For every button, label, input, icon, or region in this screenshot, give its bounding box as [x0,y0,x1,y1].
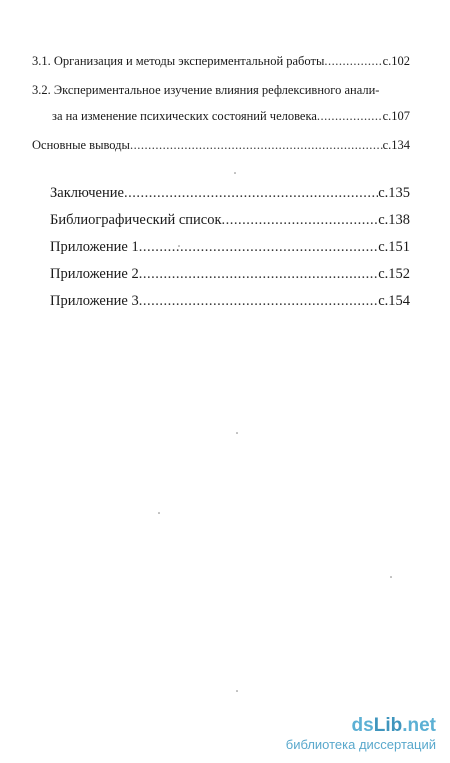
toc-entry-3-2-line2 [52,108,410,124]
toc-page-number: с.154 [378,293,410,309]
toc-page-number: с.134 [382,138,410,152]
watermark-logo [286,716,436,736]
dot-leader [222,211,379,229]
toc-entry-text: Приложение 1 [50,239,139,255]
toc-page-number: с.138 [378,212,410,228]
toc-entry-text: 3.2. Экспериментальное изучение влияния рефлексивного анали- [32,83,380,97]
scan-speck [234,172,236,174]
dot-leader [124,184,378,202]
toc-entry-zaklyuchenie [50,184,410,202]
toc-entry-text: Приложение 2 [50,266,139,282]
toc-entry-3-2-line1 [32,82,422,98]
watermark-brand-lib: Lib [373,715,403,736]
scan-speck [158,512,160,514]
toc-entry-3-1 [32,53,410,69]
toc-entry-bibliography [50,211,410,229]
dot-leader [139,265,378,283]
watermark-brand-net: .net [402,715,436,736]
toc-page-number: с.102 [382,54,410,68]
dslib-watermark [286,716,436,752]
dot-leader [130,137,383,153]
toc-entry-appendix-3 [50,292,410,310]
dot-leader [324,53,382,69]
toc-page-number: с.151 [378,239,410,255]
toc-page-number: с.152 [378,266,410,282]
dot-leader [139,292,378,310]
scan-speck [236,690,238,692]
toc-entry-text: за на изменение психических состояний человека [52,109,317,123]
toc-entry-appendix-2 [50,265,410,283]
toc-entry-text: 3.1. Организация и методы экспериментальной работы [32,54,325,68]
toc-page-number: с.107 [382,109,410,123]
dot-leader [317,108,383,124]
scan-speck [178,245,180,247]
watermark-brand-ds: ds [351,715,374,736]
toc-entry-text: Заключение [50,185,124,201]
dot-leader [139,238,378,256]
toc-entry-text: Библиографический список [50,212,222,228]
toc-entry-conclusions [32,137,410,153]
toc-entry-appendix-1 [50,238,410,256]
scan-speck [236,432,238,434]
toc-entry-text: Приложение 3 [50,293,139,309]
toc-entry-text: Основные выводы [32,138,130,152]
watermark-subtitle: библиотека диссертаций [285,737,436,752]
scan-speck [390,576,392,578]
toc-page-number: с.135 [378,185,410,201]
